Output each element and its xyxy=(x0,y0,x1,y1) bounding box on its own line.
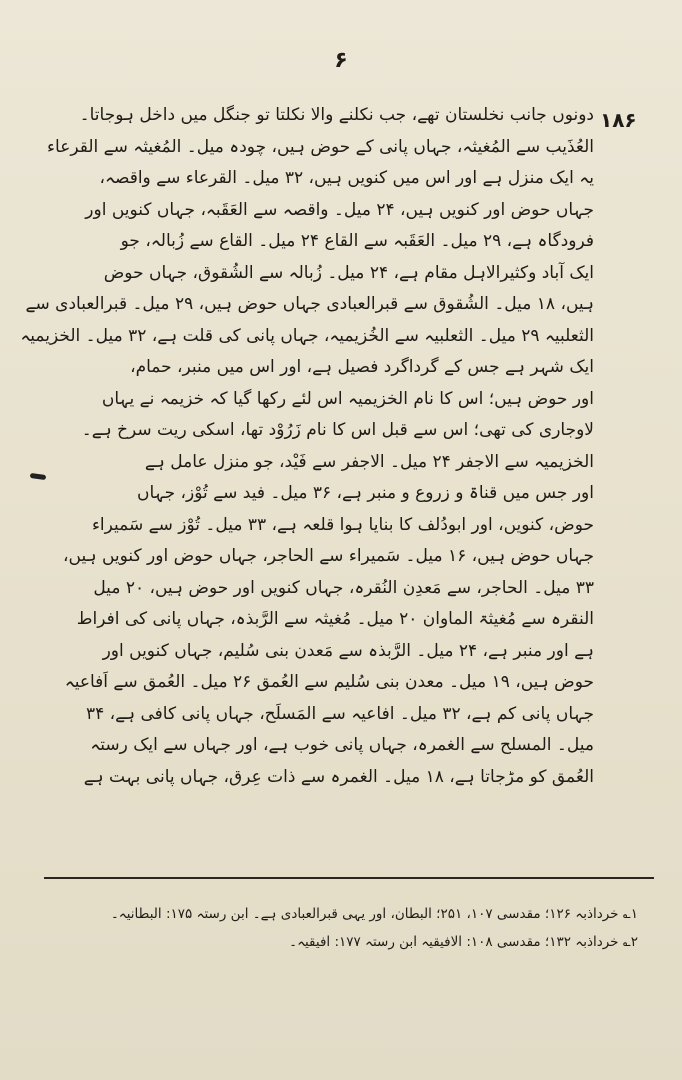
body-text xyxy=(20,100,594,793)
text-line: میل۔ المسلح سے الغمرہ، جہاں پانی خوب ہے، اور جہاں سے ایک رستہ xyxy=(90,735,594,755)
text-line: فرودگاہ ہے، ۲۹ میل۔ العَقَبہ سے القاع ۲۴ میل۔ القاع سے زُبالہ، جو xyxy=(120,231,594,251)
margin-mark xyxy=(30,473,47,480)
text-line: حوض، کنویں، اور ابودُلف کا بنایا ہوا قلعہ ہے، ۳۳ میل۔ تُوْز سے سَمیراء xyxy=(91,514,594,535)
text-line: الثعلبیہ ۲۹ میل۔ الثعلبیہ سے الخُزیمیہ، جہاں پانی کی قلت ہے، ۳۲ میل۔ الخزیمیہ xyxy=(20,325,594,346)
footnote: ۲؎ خرداذبہ ۱۳۲؛ مقدسی ۱۰۸: الافیقیہ ابن رستہ ۱۷۷: افیقیہ۔ xyxy=(289,934,638,950)
margin-number: ۱۸۶ xyxy=(600,108,637,132)
text-line: ۳۳ میل۔ الحاجر، سے مَعدِن النُقرہ، جہاں کنویں اور حوض ہیں، ۲۰ میل xyxy=(93,577,594,598)
text-line: جہاں حوض ہیں، ۱۶ میل۔ سَمیراء سے الحاجر، جہاں حوض اور کنویں ہیں، xyxy=(63,546,594,566)
text-line: جہاں پانی کم ہے، ۳۲ میل۔ افاعیہ سے المَسلَح، جہاں پانی کافی ہے، ۳۴ xyxy=(85,703,594,724)
text-line: ایک شہر ہے جس کے گرداگرد فصیل ہے، اور اس میں منبر، حمام، xyxy=(130,357,594,377)
footnote: ۱؎ خرداذبہ ۱۲۶؛ مقدسی ۱۰۷، ۲۵۱؛ البطان، اور یہی قبرالعبادی ہے۔ ابن رستہ ۱۷۵: البطانیہ۔ xyxy=(110,906,638,922)
text-line: الخزیمیہ سے الاجفر ۲۴ میل۔ الاجفر سے فَیْد، جو منزل عامل ہے xyxy=(144,451,594,472)
text-line: ہے اور منبر ہے، ۲۴ میل۔ الرَّبذہ سے مَعدن بنی سُلیم، جہاں کنویں اور xyxy=(102,640,594,661)
text-line: النقرہ سے مُغیثۃ الماوان ۲۰ میل۔ مُغیثہ سے الرَّبذہ، جہاں پانی کی افراط xyxy=(76,609,594,629)
text-line: اور جس میں قناۃ و زروع و منبر ہے، ۳۶ میل۔ فید سے تُوْز، جہاں xyxy=(137,483,594,503)
text-line: لاوجاری کی تھی؛ اس سے قبل اس کا نام زَرُوْد تھا، اسکی ریت سرخ ہے۔ xyxy=(81,420,594,440)
text-line: اور حوض ہیں؛ اس کا نام الخزیمیہ اس لئے رکھا گیا کہ خزیمہ نے یہاں xyxy=(101,388,594,409)
text-line: یہ ایک منزل ہے اور اس میں کنویں ہیں، ۳۲ میل۔ القرعاء سے واقصہ، xyxy=(99,168,594,188)
text-line: حوض ہیں، ۱۹ میل۔ معدن بنی سُلیم سے العُمق ۲۶ میل۔ العُمق سے اَفاعیہ xyxy=(64,672,594,692)
text-line: العُذَیب سے المُغیثہ، جہاں پانی کے حوض ہیں، چودہ میل۔ المُغیثہ سے القرعاء xyxy=(47,136,594,157)
footnote-divider xyxy=(44,877,654,879)
text-line: ہیں، ۱۸ میل۔ الشُقوق سے قبرالعبادی جہاں حوض ہیں، ۲۹ میل۔ قبرالعبادی سے xyxy=(25,294,594,314)
page-number: ۶ xyxy=(334,48,348,73)
text-line: جہاں حوض اور کنویں ہیں، ۲۴ میل۔ واقصہ سے العَقَبہ، جہاں کنویں اور xyxy=(85,199,594,220)
text-line: دونوں جانب نخلستان تھے، جب نکلنے والا نکلتا تو جنگل میں داخل ہوجاتا۔ xyxy=(79,105,594,125)
text-line: العُمق کو مڑجاتا ہے، ۱۸ میل۔ الغمرہ سے ذات عِرق، جہاں پانی بہت ہے xyxy=(83,766,594,787)
footnotes xyxy=(58,900,638,956)
text-line: ایک آباد وکثیرالاہل مقام ہے، ۲۴ میل۔ زُبالہ سے الشُقوق، جہاں حوض xyxy=(103,262,594,283)
